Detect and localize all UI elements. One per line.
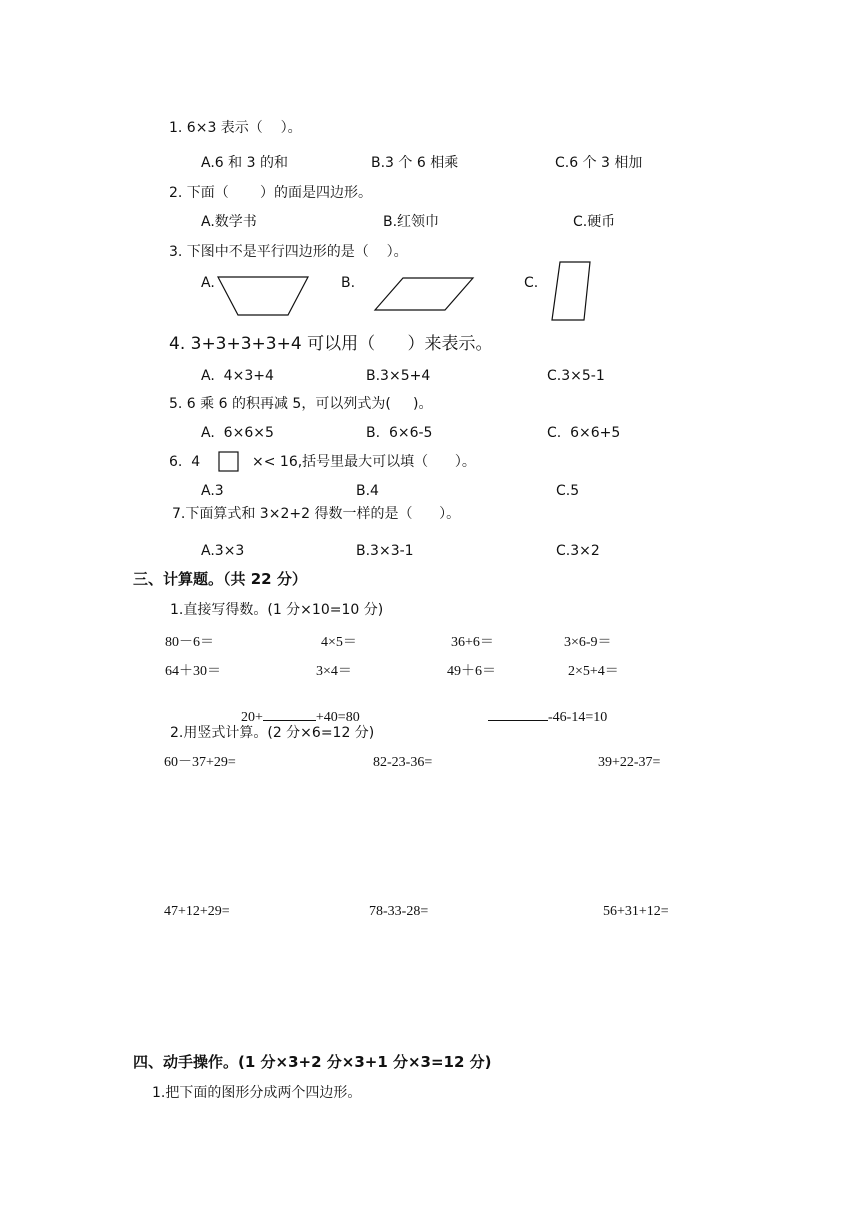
q5-stem: 5. 6 乘 6 的积再减 5，可以列式为( )。 xyxy=(169,396,433,412)
q3-option-c: C. xyxy=(524,275,539,291)
q2-option-c: C.硬币 xyxy=(573,214,616,230)
q6-option-b: B.4 xyxy=(356,483,379,499)
vertical-calc-r1-c1: 60－37+29= xyxy=(164,755,236,770)
calc-r1-c3: 36+6＝ xyxy=(451,635,494,650)
q7-option-c: C.3×2 xyxy=(556,543,600,559)
q3-stem: 3. 下图中不是平行四边形的是（ ）。 xyxy=(169,244,408,260)
q4-stem: 4. 3+3+3+3+4 可以用（ ）来表示。 xyxy=(169,334,493,354)
calc-r2-c4: 2×5+4＝ xyxy=(568,664,619,679)
q1-option-c: C.6 个 3 相加 xyxy=(555,155,643,171)
calc-r2-c1: 64＋30＝ xyxy=(165,664,221,679)
vertical-calc-r1-c3: 39+22-37= xyxy=(598,755,661,770)
section3-sub2: 2.用竖式计算。(2 分×6=12 分) xyxy=(170,725,375,741)
q3-option-a: A. xyxy=(201,275,215,291)
q5-option-a: A. 6×6×5 xyxy=(201,425,274,441)
tall-parallelogram-shape xyxy=(550,260,594,322)
section4-sub1: 1.把下面的图形分成两个四边形。 xyxy=(152,1085,362,1101)
q7-stem: 7.下面算式和 3×2+2 得数一样的是（ ）。 xyxy=(172,506,461,522)
q1-stem: 1. 6×3 表示（ ）。 xyxy=(169,120,302,136)
q6-option-c: C.5 xyxy=(556,483,580,499)
q1-option-b: B.3 个 6 相乘 xyxy=(371,155,459,171)
q6-stem-prefix: 6. 4 xyxy=(169,454,201,470)
fill-equation-2 xyxy=(481,694,607,725)
q3-option-b: B. xyxy=(341,275,356,291)
q2-option-b: B.红领巾 xyxy=(383,214,440,230)
fill-equation-2-suffix: -46-14=10 xyxy=(548,710,608,725)
section3-sub1: 1.直接写得数。(1 分×10=10 分) xyxy=(170,602,384,618)
q6-option-a: A.3 xyxy=(201,483,224,499)
q4-option-a: A. 4×3+4 xyxy=(201,368,274,384)
q7-option-a: A.3×3 xyxy=(201,543,245,559)
q5-option-b: B. 6×6-5 xyxy=(366,425,433,441)
calc-r1-c2: 4×5＝ xyxy=(321,635,357,650)
fill-equation-1-suffix: +40=80 xyxy=(315,710,360,725)
blank-square-box xyxy=(218,451,240,473)
q5-option-c: C. 6×6+5 xyxy=(547,425,621,441)
q2-stem: 2. 下面（ ）的面是四边形。 xyxy=(169,185,372,201)
vertical-calc-r2-c1: 47+12+29= xyxy=(164,904,230,919)
calc-r2-c3: 49＋6＝ xyxy=(447,664,496,679)
vertical-calc-r2-c2: 78-33-28= xyxy=(369,904,429,919)
answer-blank[interactable] xyxy=(488,708,548,721)
q7-option-b: B.3×3-1 xyxy=(356,543,414,559)
vertical-calc-r2-c3: 56+31+12= xyxy=(603,904,669,919)
q2-option-a: A.数学书 xyxy=(201,214,257,230)
q4-option-c: C.3×5-1 xyxy=(547,368,605,384)
calc-r1-c4: 3×6-9＝ xyxy=(564,635,612,650)
calc-r1-c1: 80－6＝ xyxy=(165,635,214,650)
vertical-calc-r1-c2: 82-23-36= xyxy=(373,755,433,770)
calc-r2-c2: 3×4＝ xyxy=(316,664,352,679)
trapezoid-shape xyxy=(218,275,310,317)
q1-option-a: A.6 和 3 的和 xyxy=(201,155,288,171)
answer-blank[interactable] xyxy=(263,708,316,721)
q6-stem-suffix: ×< 16,括号里最大可以填（ ）。 xyxy=(252,454,476,470)
fill-equation-1-prefix: 20+ xyxy=(241,710,263,725)
section4-heading: 四、动手操作。(1 分×3+2 分×3+1 分×3=12 分) xyxy=(133,1053,492,1071)
parallelogram-shape xyxy=(375,276,475,312)
fill-equation-1 xyxy=(234,694,360,725)
q4-option-b: B.3×5+4 xyxy=(366,368,431,384)
section3-heading: 三、计算题。（共 22 分） xyxy=(133,570,307,588)
